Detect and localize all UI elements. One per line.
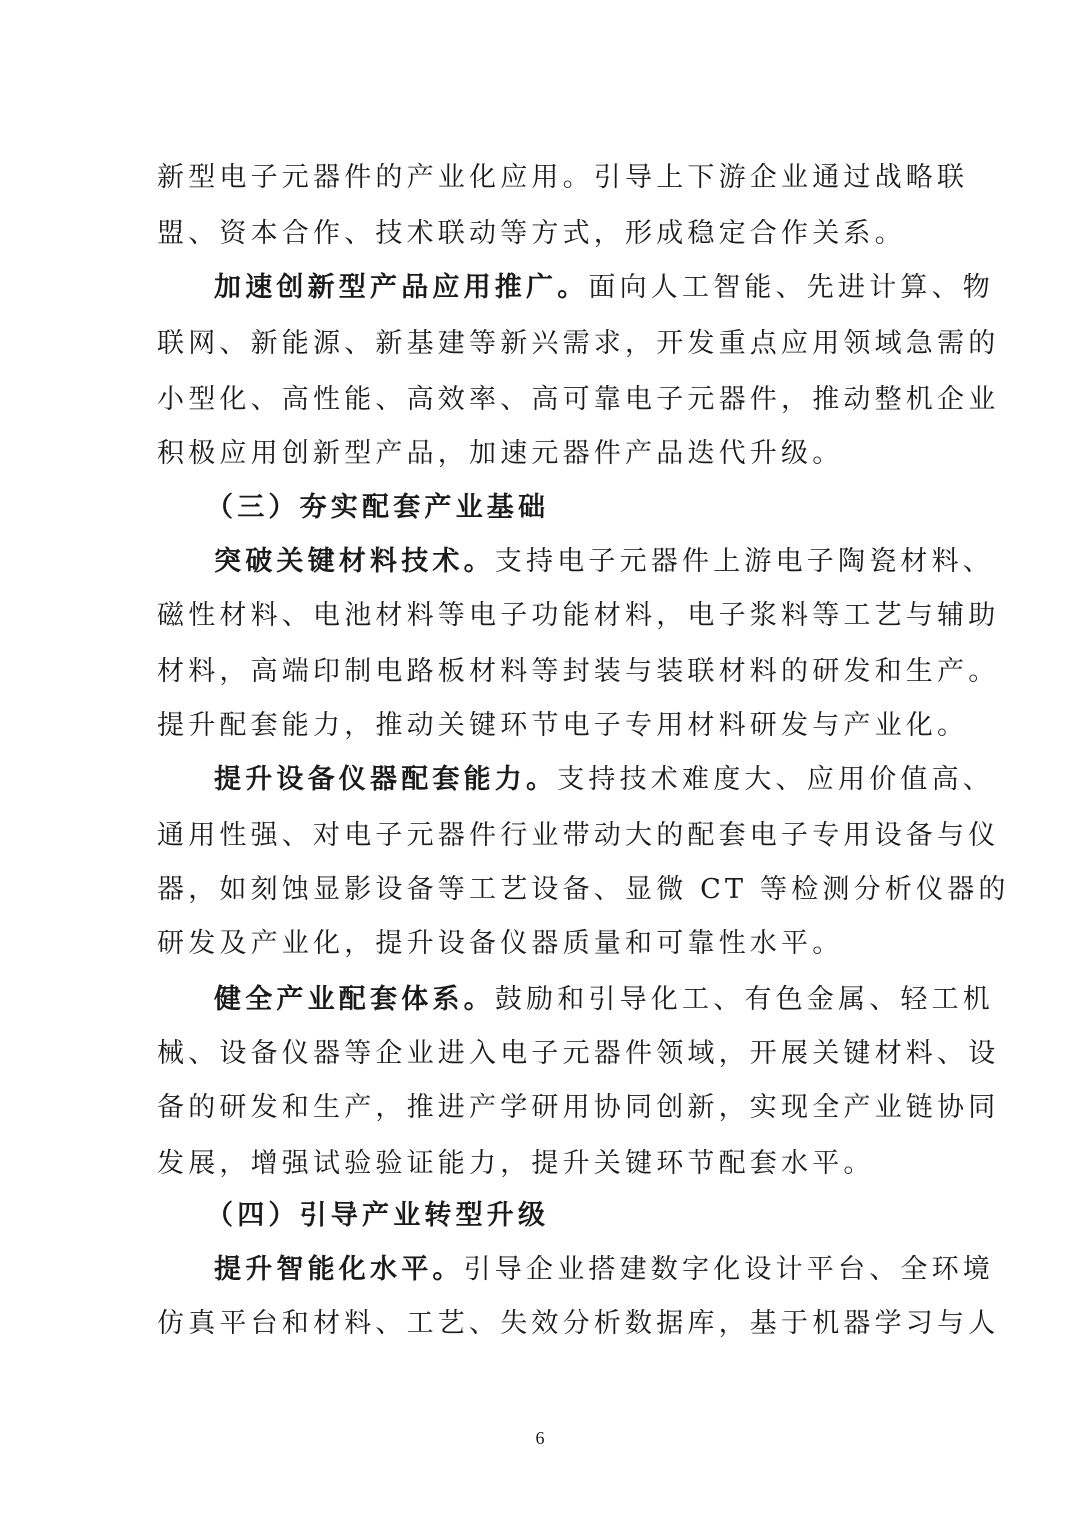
- paragraph-line: 备的研发和生产，推进产学研用协同创新，实现全产业链协同: [157, 1092, 1000, 1123]
- paragraph-line: 联网、新能源、新基建等新兴需求，开发重点应用领域急需的: [157, 328, 1000, 359]
- paragraph-line: 积极应用创新型产品，加速元器件产品迭代升级。: [157, 438, 844, 469]
- paragraph-lead: 提升智能化水平。: [214, 1254, 464, 1285]
- paragraph-line: 研发及产业化，提升设备仪器质量和可靠性水平。: [157, 928, 844, 959]
- paragraph-lead: 突破关键材料技术。: [214, 546, 495, 577]
- paragraph-text: 鼓励和引导化工、有色金属、轻工机: [494, 984, 995, 1015]
- paragraph-line: 械、设备仪器等企业进入电子元器件领域，开展关键材料、设: [157, 1038, 1000, 1069]
- paragraph-line: 磁性材料、电池材料等电子功能材料，电子浆料等工艺与辅助: [157, 600, 1000, 631]
- paragraph-text: 支持电子元器件上游电子陶瓷材料、: [494, 546, 995, 577]
- paragraph-lead: 加速创新型产品应用推广。: [214, 272, 589, 303]
- paragraph-line: 器，如刻蚀显影设备等工艺设备、显微 CT 等检测分析仪器的: [157, 874, 1010, 905]
- paragraph-text: 支持技术难度大、应用价值高、: [557, 764, 995, 795]
- paragraph-line: 仿真平台和材料、工艺、失效分析数据库，基于机器学习与人: [157, 1308, 1000, 1339]
- paragraph-line: 材料，高端印制电路板材料等封装与装联材料的研发和生产。: [157, 656, 1000, 687]
- paragraph-line: 小型化、高性能、高效率、高可靠电子元器件，推动整机企业: [157, 384, 1000, 415]
- paragraph-lead: 提升设备仪器配套能力。: [214, 764, 558, 795]
- paragraph-first-line: [214, 760, 995, 800]
- paragraph-first-line: [214, 268, 995, 308]
- paragraph-first-line: [214, 980, 995, 1020]
- paragraph-line: 发展，增强试验验证能力，提升关键环节配套水平。: [157, 1148, 875, 1179]
- paragraph-line: 盟、资本合作、技术联动等方式，形成稳定合作关系。: [157, 218, 906, 249]
- paragraph-line: 新型电子元器件的产业化应用。引导上下游企业通过战略联: [157, 162, 969, 193]
- page-number: 6: [535, 1428, 545, 1448]
- section-heading: （三）夯实配套产业基础: [206, 492, 550, 523]
- section-heading: （四）引导产业转型升级: [206, 1200, 550, 1231]
- paragraph-first-line: [214, 542, 995, 582]
- paragraph-text: 引导企业搭建数字化设计平台、全环境: [463, 1254, 995, 1285]
- paragraph-line: 提升配套能力，推动关键环节电子专用材料研发与产业化。: [157, 710, 969, 741]
- paragraph-text: 面向人工智能、先进计算、物: [588, 272, 995, 303]
- paragraph-line: 通用性强、对电子元器件行业带动大的配套电子专用设备与仪: [157, 820, 1000, 851]
- paragraph-lead: 健全产业配套体系。: [214, 984, 495, 1015]
- paragraph-first-line: [214, 1250, 995, 1290]
